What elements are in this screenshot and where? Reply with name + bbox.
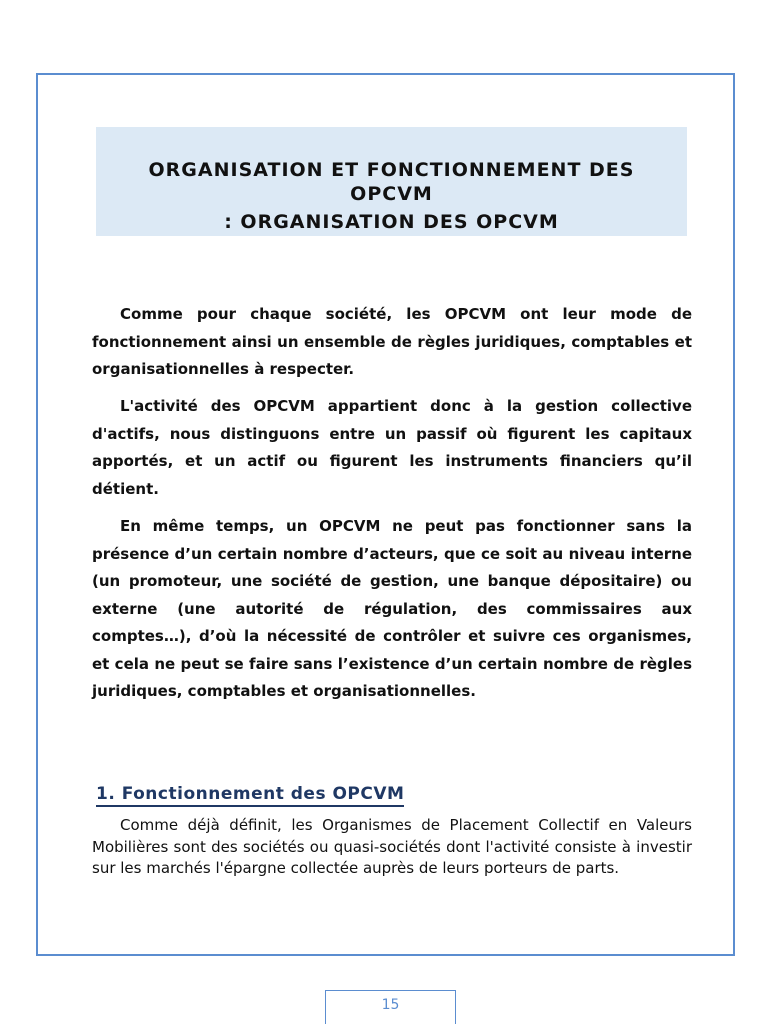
paragraph-3: En même temps, un OPCVM ne peut pas fonctionner sans la présence d’un certain nombre d’acteurs, que ce soit au niveau interne (un promoteur, une société de gestion, une banque dépositaire) ou externe (une autorité de régulation, des commissaires aux comptes…), d’où la nécessité de contrôler et suivre ces organismes, et cela ne peut se faire sans l’existence d’un certain nombre de règles juridiques, comptables et organisationnelles. (92, 517, 692, 700)
title-banner (96, 127, 687, 236)
section-heading: 1. Fonctionnement des OPCVM (96, 783, 404, 807)
page-number: 15 (325, 990, 456, 1024)
paragraph-1: Comme pour chaque société, les OPCVM ont leur mode de fonctionnement ainsi un ensemble de règles juridiques, comptables et organisationnelles à respecter. (92, 305, 692, 378)
title-line-2: OPCVM (350, 183, 433, 205)
paragraph-2: L'activité des OPCVM appartient donc à la gestion collective d'actifs, nous distinguons entre un passif où figurent les capitaux apportés, et un actif ou figurent les instruments financiers qu’il détient. (92, 397, 692, 498)
section-body: Comme déjà définit, les Organismes de Placement Collectif en Valeurs Mobilières sont des sociétés ou quasi-sociétés dont l'activité consiste à investir sur les marchés l'épargne collectée auprès de leurs porteurs de parts. (92, 816, 692, 877)
title-line-1: ORGANISATION ET FONCTIONNEMENT DES (148, 159, 635, 181)
title-line-3: : ORGANISATION DES OPCVM (224, 211, 559, 233)
